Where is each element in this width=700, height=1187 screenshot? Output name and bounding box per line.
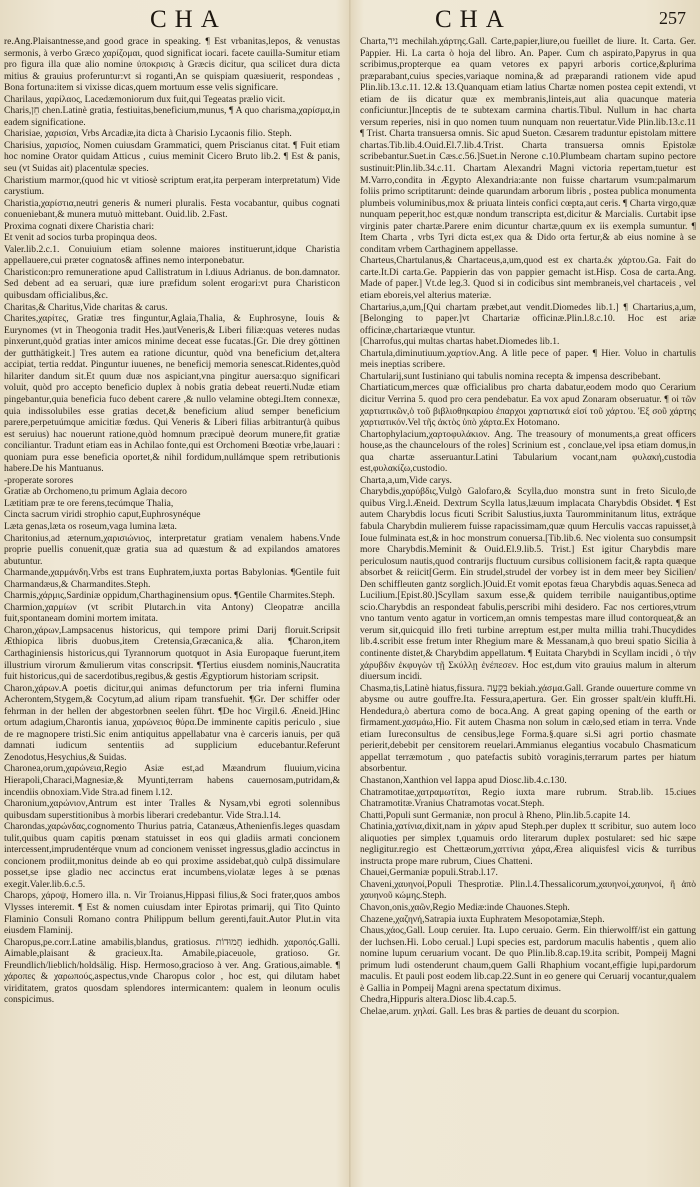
header-right-word: CHA (435, 6, 512, 33)
left-column (4, 36, 340, 1181)
dictionary-entry: Chartophylacium,χαρτοφυλάκιον. Ang. The treasoury of monuments,a great officers house,as the chauncelours of the roles] Scrinium est , conclaue,vel ipsa etiam domus,in qua chartæ asseruantur.Latini Tabularium vocant,nam φυλακή,custodia est,φυλακίζω,custodio. (360, 428, 696, 475)
dictionary-entry: Charopus,pe.corr.Latine amabilis,blandus, gratiosus. חֲמוּדוֹת iedhidh. χαροπός.Galli. Aimable,plaisant & gracieux.Ita. Amabile,piaceuole, gratioso. Gr. Freundlich/lieblich/holdsälig. Hisp. Hermoso,gracioso à ver. Ang. Gratious,aimable. ¶ χάροπες & χαρωπούς,aspectus,vnde Charopus color , hoc est, qui dilutam habet viriditatem, gratos quosdam splendores intermicantem: qualem in leonum oculis conspicimus. (4, 936, 340, 1006)
dictionary-entry: Charisticon:pro remuneratione apud Callistratum in l.diuus Adrianus. de bon.damnator. Sed debent ad ea seruari, quæ iure præfidum solent erogari:vt pura Charisticon quibusdam officialibus,&c. (4, 266, 340, 302)
dictionary-entry: Proxima cognati dixere Charistia chari: (4, 220, 155, 232)
dictionary-entry: Charybdis,χαρύβδις,Vulgò Galofaro,& Scylla,duo monstra sunt in freto Siculo,de quibus Virg.l.Æneid. Dextrum Scylla latus,læuum implacata Charybdis Obsidet. ¶ Est autem Charybdis locus ficuti Scribit Salustius,iuxta Tauromminitanum litus, extráque fabula Charybdin mulierem fuisse rapacissimam,quæ quum Herculis vaccas rapuisset,à Ioue fulminata est,& in hoc monstrum conuersa.[Tib.lib.6. Nec violenta suo consumpsit more Charybdis.Meminit & Ouid.El.9.lib.5. Trist.] Est igitur Charybdis mare periculosum nautis,quod contrarijs fluctuum cursibus collisionem facit,& rapta quæque absorbet & reiicit[Germ. Ein strudel,strudel der vorbey ist in dem meer bey Sicilien/ Den schiffleuten gantz sorglich.]Ouid.Et vomit epotas fæua Charybdis aquas.Seneca ad Lucilium.[Epist.80.]Scyllam saxum esse,& quidem terribile nauigantibus,optime scio.Charybdis an respondeat fabulis,perscribi mihi desidero. Fac nos certiores,vtrum vno tantum vento agatur in vorticem,an omnis tempestas mare illud contorqueat,& an verum sit,quicquid illo freti turbine arreptum est,per multa millia trahi.Thucydides lib.4.scribit esse fretum inter Rhegium mare & Messanam,à quo breui spatio Sicilia à continente distet,& Charybdim appellatum. ¶ Euitata Charybdi in Scyllam incidi , ὁ τὴν χάρυβδιν ἐκφυγὼν τῇ Σκύλλῃ ἐνέπεσεν. Hoc est,dum vito grauius malum in alterum diuersum incidi. (360, 486, 696, 683)
page-gutter (349, 0, 351, 1187)
dictionary-entry: Charistia,χαρίστια,neutri generis & numeri pluralis. Festa vocabantur, quibus cognati conueniebant,& munera mutuò mittebant. Ouid.lib. 2.Fast. (4, 197, 340, 221)
dictionary-entry: Chelae,arum. χηλαί. Gall. Les bras & parties de deuant du scorpion. (360, 1005, 620, 1017)
dictionary-entry: Charilaus, χαρίλαος, Lacedæmoniorum dux fuit,qui Tegeatas prælio vicit. (4, 93, 286, 105)
dictionary-entry: Charitonius,ad æternum,χαρισιώνιος, interpretatur gratiam venalem habens.Vnde proprie puellis conuenit,quæ gratia sua ad quæstum & ad expilandos amatores abutuntur. (4, 532, 340, 567)
dictionary-entry: Cincta sacrum viridi strophio caput,Euphrosynéque (4, 509, 201, 521)
dictionary-entry: Charis,חֵן chen.Latinè gratia, festiuitas,beneficium,munus, ¶ A quo charisma,χαρίσμα,in eadem significatione. (4, 105, 340, 128)
dictionary-entry: Charon,χάρων.A poetis dicitur,qui animas defunctorum per tria inferni flumina Acherontem,Stygem,& Cocytum,ad alium ripam transfuehit. ¶Gr. Der schiffer oder fehrman in der hellen der abgestorbnen seelen führt. ¶De hoc Virgil.6. Æneid.]Hinc ortum adagium,Charontis ianua, χαρώνειος θύρα.De imminente capitis periculo , siue de re magnopere tristi.Sic enim antiquitus appellabatur vna è carceris ianuis, per quā damnati iudicum sententiis ad supplicium educebantur.Referunt Zenodotus,Hesychius,& Suidas. (4, 682, 340, 763)
dictionary-entry: Charops, χάροψ, Homero illa. n. Vir Troianus,Hippasi filius,& Soci frater,quos ambos Vlysses interemit. ¶ Est & nomen cuiusdam inter Epirotas primarij, qui Tito Quinto Flaminio Consuli Romano contra Philippum bellum gerenti,fauit.Autor Plut.in vita eiusdem Flaminij. (4, 890, 340, 937)
dictionary-entry: Chedra,Hippuris altera.Diosc lib.4.cap.5. (360, 994, 517, 1006)
dictionary-entry: Charistium marmor,(quod hic vt vitiosè scriptum erat,ita perperam interpretatum) Vide carystium. (4, 174, 340, 198)
dictionary-entry: Gratiæ ab Orchomeno,tu primum Aglaia decoro (4, 486, 187, 498)
dictionary-entry: -properate sorores (4, 474, 74, 486)
header-left-word: CHA (150, 6, 227, 33)
dictionary-entry: Charta,a,um,Vide carys. (360, 474, 452, 486)
dictionary-entry: Charmis,χάρμις,Sardiniæ oppidum,Charthaginensium opus. ¶Gentile Charmites.Steph. (4, 590, 335, 602)
dictionary-entry: Chazene,χαζηνή,Satrapia iuxta Euphratem Mesopotamiæ,Steph. (360, 913, 605, 925)
dictionary-entry: Chatinia,χατίνια,dixit,nam in χάριν apud Steph.per duplex tt scribitur, suo autem loco aliquoties per simplex t,quamuis ordo literarum duplex postularet: sed hic sæpe negligitur.regio est Chettæorum,χαττίνια χάρα,Ærea aliquisfesl vicis & turribus instructa prope mare rubrum, Ciues Chatteni. (360, 821, 696, 867)
dictionary-entry: Chartularij,sunt Iustiniano qui tabulis nomina recepta & impensa describebant. (360, 370, 661, 382)
dictionary-entry: Charteus,Chartulanus,& Chartaceus,a,um,quod est ex charta.ἐκ χάρτου.Ga. Fait do carte.It.Di carta.Ge. Pappierin das von pappier gemacht ist.Hisp. Cosa de carta.Ang. Made of paper.] Vt.de leg.3. Quod si in codicibus sint membraneis,vel chartaceis , vel etiam eboreis,vel alterius materiæ. (360, 255, 696, 302)
dictionary-entry: [Charrofus,qui multas chartas habet.Diomedes lib.1. (360, 336, 560, 348)
dictionary-entry: Chatti,Populi sunt Germaniæ, non procul à Rheno, Plin.lib.5.capite 14. (360, 809, 631, 821)
dictionary-entry: Chartiaticum,merces quæ officialibus pro charta dabatur,eodem modo quo Cerarium dicitur Verrina 5. quod pro cera pendebatur. Ea vox apud Zonaram obseruatur. ¶ οἱ τῶν χαρτιατικῶν,ὁ τοῦ βιβλιοθηκαρίου ἐπαρχοι χαρτιατικά εἰσί τοῦ χάρτου. Ἐξ σοῦ χάρτης χαρτιατικόν.Vel τῆς ἀκτὸς ὑπὸ χάρτα.Ex Hotomano. (360, 382, 696, 429)
dictionary-entry: Charonea,orum,χαρώνεια,Regio Asiæ est,ad Mæandrum fluuium,vicina Hierapoli,Characi,Magnesiæ,& Myunti,terram habens cauernosam,putridam,& incendiis obnoxiam.Vide Stra.ad finem l.12. (4, 763, 340, 798)
right-column (360, 36, 696, 1181)
dictionary-entry: Charites,χαρίτες, Gratiæ tres finguntur,Aglaia,Thalia, & Euphrosyne, Iouis & Eurynomes (vt in Theogonia tradit Hes.)autVeneris,& Liberi filiæ:quas veteres nudas pinxerunt,quòd gratias inter amicos minime deceat esse fucatas.[Gr. Die drey göttinen der gutthätigkeit.] Tres autem ea ratione dicuntur, quòd vna beneficium det,altera accipiat, tertia reddat. Pinguntur iuuenes, ne beneficij memoria senescat.Ridentes,quòd hilariter dandum sit.Et quum duæ nos aspiciant,vna pingitur auersa:quo significari voluit, quòd pro accepto beneficio duplex à nobis gratia debeat reuerti.Nudæ etiam pingebantur,quia beneficia fuco debent carere ,& nullo velamine obtegi.Item connexæ, quia indissolubiles esse gratias decet,& beneficium aliud semper beneficium parere,perpetuúmque amicitiæ fœdus. Qui Veneris & Liberi filias arbitrantur(à quibus est seruius) hac nouerunt ratione,quòd homnum præcipuè deorum munere,fit gratiæ conciliantur. Tradunt etiam eas in Achilao fonte,qui est Orchomeni Bœotiæ vrbe,lauari : quoniam pura esse beneficia oportet,& nihil fordidum,nullámque spem retributionis habere.De his Mantuanus. (4, 313, 340, 475)
page-number: 257 (659, 8, 686, 28)
dictionary-entry: Charon,χάρων,Lampsacenus historicus, qui tempore primi Darij floruit.Scripsit Æthiopica libris duobus,item Cretensia,Græcanica,& alia. ¶Charon,item Carthaginiensis historicus,qui Tyrannorum quotquot in Asia Europaque fuerunt,item illustrium virorum &mulierum vitas conscripsit. ¶Tertius eiusdem nominis,Naucratita fuit historicus,qui de sacerdotibus,regibus,& gestis Ægyptiorum historiam scripsit. (4, 624, 340, 683)
dictionary-entry: Charmion,χαρμίων (vt scribit Plutarch.in vita Antony) Cleopatræ ancilla fuit,spontaneam domini mortem imitata. (4, 601, 340, 625)
dictionary-entry: Lætitiam præ te ore ferens,tecúmque Thalia, (4, 497, 174, 509)
dictionary-entry: Chasma,tis,Latinè hiatus,fissura. בִּקְעָה bekiah.χάσμα.Gall. Grande ouuerture comme vn abysme ou autre gouffre.Ita. Fessura,apertura. Ger. Ein grosser spalt/ein klufft.Hi. Hendedura,ò abertura como de boca.Ang. A great gaping opening of the earth or firmament.χασμάω,Hio. Fit autem Chasma non solum in cælo,sed etiam in terra. Vnde etiam Iureconsultus de censibus,lege Forma.§.quare si.Si agri portio chasmate perierit,debebit per censitorem reuelari.Ammianus elegantius vocabulo Chasmaticum appellat terræmotum , quo patefactis subitò voraginis,terrarum partes per hiatum absorbentur. (360, 682, 696, 775)
dictionary-entry: Charonium,χαρώνιον,Antrum est inter Tralles & Nysam,vbi egroti solennibus quibusdam superstitionibus à morbis liberari credebantur. Vide Stra.l.14. (4, 798, 340, 821)
running-header (0, 6, 700, 36)
dictionary-entry: Charisiae, χαρισίαι, Vrbs Arcadiæ,ita dicta à Charisio Lycaonis filio. Steph. (4, 128, 292, 140)
dictionary-entry: Chartarius,a,um,[Qui chartam præbet,aut vendit.Diomedes lib.1.] ¶ Chartarius,a,um,[Belonging to paper.]vt Chartariæ officinæ.Plin.l.8.c.10. Hoc est ariæ officinæ,chartariæque vtuntur. (360, 301, 696, 336)
dictionary-entry: Chastanon,Xanthion vel Iappa apud Diosc.lib.4.c.130. (360, 775, 567, 786)
dictionary-entry: Charisius, χαρισίος, Nomen cuiusdam Grammatici, quem Priscianus citat. ¶ Fuit etiam hoc nomine Orator quidam Atticus , cuius meminit Cicero Bruto lib.2. ¶ Est & panis, seu (vt Suidas ait) placentulæ species. (4, 139, 340, 175)
dictionary-entry: Charmande,χαρμάνδη.Vrbs est trans Euphratem,iuxta portas Babylonias. ¶Gentile fuit Charmandæus,& Charmandites.Steph. (4, 567, 340, 590)
dictionary-entry: Læta genas,læta os roseum,vaga lumina læta. (4, 520, 177, 532)
dictionary-entry: re.Ang.Plaisantnesse,and good grace in speaking. ¶ Est vrbanitas,lepos, & venustas sermonis, à verbo Græco χαρίζομαι, quod significat iocari. facete cauilla-Sumitur etiam pro figura illa quæ alio nomine ὑποκρισις à Græcis dicitur, qua scilicet dura dicta mitius & grauius proferuntur:vt si roganti,An se quispiam quæsiuerit, respondeas , Bona fortuna:item si vixisse dicas,quem mortuum esse velis significare. (4, 36, 340, 94)
dictionary-entry: Charitas,& Charitus,Vide charitas & carus. (4, 301, 168, 313)
dictionary-entry: Chavon,onis,χαῶν,Regio Mediæ:inde Chauones.Steph. (360, 902, 570, 914)
dictionary-entry: Chaveni,χαυηνοί,Populi Thesprotiæ. Plin.l.4.Thessalicorum,χαυηνοί,χαυηνοί, ἢ ἀπὸ χαυηνοῦ κώμης.Steph. (360, 878, 696, 902)
dictionary-entry: Et venit ad socios turba propinqua deos. (4, 232, 157, 244)
dictionary-entry: Valer.lib.2.c.1. Conuiuium etiam solenne maiores instituerunt,idque Charistia appellauere,cui præter cognatos& affines nemo interponebatur. (4, 243, 340, 267)
dictionary-entry: Chartula,diminutiuum.χαρτίον.Ang. A litle pece of paper. ¶ Hier. Voluo in chartulis meis ineptias scribere. (360, 347, 696, 371)
dictionary-entry: Chaus,χάος,Gall. Loup ceruier. Ita. Lupo ceruaio. Germ. Ein thierwolff/ist ein gattung der luchsen.Hi. Lobo cerual.] Lupi species est, pardorum maculis habentis , quem alio nomine lupum ceruarium vocant. De quo Plin.lib.8.cap.19.ita scribit, Pompeij Magni primum ludi ostenderunt chaum,quem Galli Rhaphium vocant,effigie lupi,pardorum maculis. Et pauli post eodem lib.cap.22.Sunt in eo genere qui Ceruarij vocantur,qualem è Gallia in Pompeij Magni arena spectatum diximus. (360, 925, 696, 994)
dictionary-entry: Chauei,Germaniæ populi.Strab.l.17. (360, 867, 498, 879)
dictionary-entry: Chatramotitae,χατραμωτίται, Regio iuxta mare rubrum. Strab.lib. 15.ciues Chatramotitæ.Vranius Chatramotas vocat.Steph. (360, 786, 696, 810)
dictionary-entry: Charta,ניר mechilah.χάρτης.Gall. Carte,papier,liure,ou fueillet de liure. It. Carta. Ger. Pappier. Hi. La carta ò hoja del libro. An. Paper. Cum ch aspirato,Papyrus in qua scribimus,propterque ea quam vetores ex papyri arboris cortice,&plurima præparabant,cuius species,variaque nomina,& ad præparandi rationem vide apud Plin.lib.13.c.11. 12.& 13.Quanquam etiam latius Chartæ nomen postea cepit extendi, vt etiam de iis dicatur quæ ex membranis,linteis,aut alia quacunque materia conficiuntur.]Inceptis de te subtexam carmina chartis.Tibul. Nullum in hac charta versum reperies, nisi in quo nomen tuum nunquam non reuertatur.Vide Plin.lib.13.c.11 ¶ Trist. Charta transuersa omnis. Sic apud Sueton. Cæsarem traduntur epistolam mittere chartas.Tib.lib.4.Ouid.El.7.lib.4.Trist. Charta transuersa omnis Epistolæ scribebantur.Suet.in Cæs.c.56.]Suet.in Nerone c.10.Plumbeam chartam supino pectore sustinuit:Plin.lib.34.c.11. Chartam Alexandri Magni victoria repertam,tuetur est M.Varro,condita in Ægypto Alexandria:ante non fuisse chartarum vsum:palmarum foliis primo scriptitarunt: deinde quarundam arborum libris , postea publica monumenta plumbeis voluminibus,mox & priuata linteis confici cœpta,aut ceris. ¶ Charta virgo,quæ nunquam peperit,hoc est,quæ nondum transcripta est,dicitur & Marcialis. Curtabit ipse virginis pater chartæ.Parere enim dicuntur chartæ,quum ex iis exempla sumuntur. ¶ Item Charta , vrbs Tyri dicta est,ex qua & Dido orta fertur,& ab eius nomine à se conditam vrbem Carthaginem appellasse. (360, 36, 696, 255)
dictionary-entry: Charondas,χαρώνδας,cognomento Thurius patria, Catanæus,Athenienfis.leges quasdam tulit,quibus quam capitis pœnam statuisset in eos qui gladiis armati concionem intercessent,imprudentérque vnum ad concionem venisset ingressus,gladio accinctus in concionem prodiit,monitus deinde ab eo qui proxime assidebat,quò culpā dissimulare posset,se ipse gladio nec accinctus erat incumbens,violatæ leges à se pœnas exegit.Valer.lib.6.c.5. (4, 821, 340, 890)
